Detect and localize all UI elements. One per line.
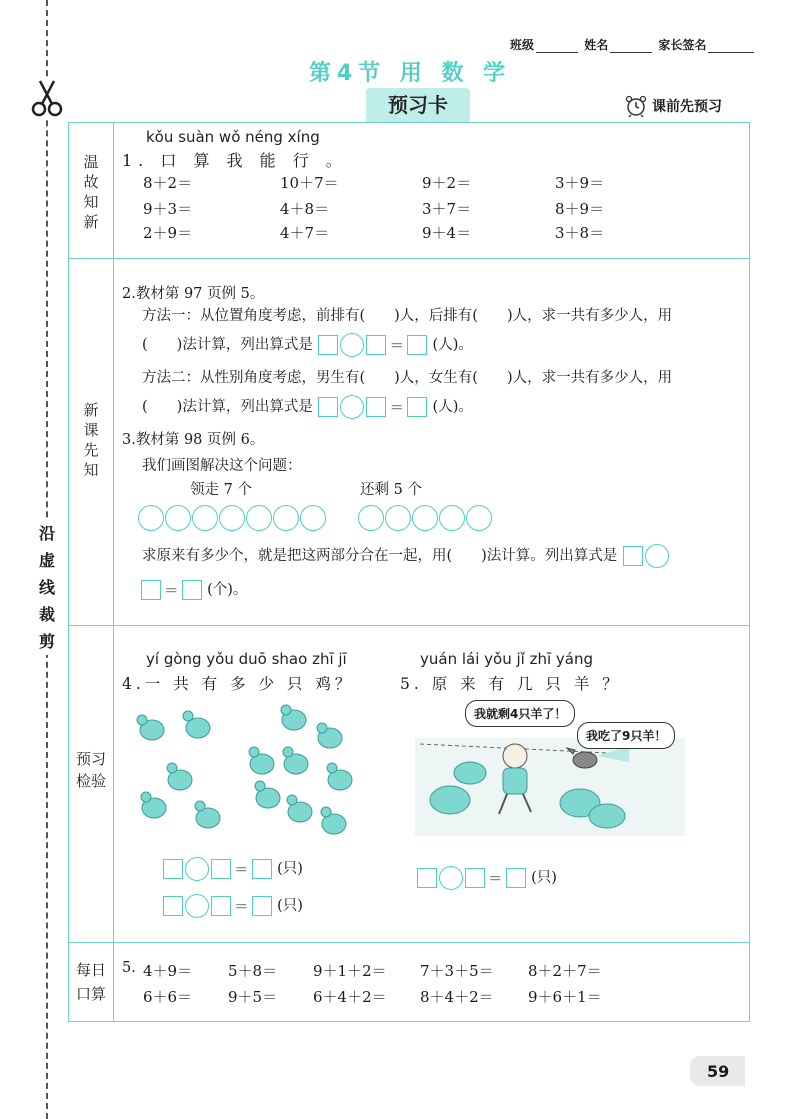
method2-line1: 方法二：从性别角度考虑，男生有( )人，女生有( )人，求一共有多少人，用 <box>142 370 673 386</box>
method2-prefix: ( )法计算，列出算式是 <box>142 399 313 415</box>
q3-title: 3.教材第 98 页例 6。 <box>122 432 265 448</box>
q3-line-continued: ＝ (个)。 <box>140 578 247 601</box>
count-circle <box>192 505 218 531</box>
q5-title: 5. 原 来 有 几 只 羊 ？ <box>400 675 622 693</box>
section-label-line: 每日 <box>75 961 106 979</box>
chicken-icon <box>141 792 166 818</box>
method1-line1: 方法一：从位置角度考虑，前排有( )人，后排有( )人，求一共有多少人，用 <box>142 308 673 324</box>
calc-item: 8＋9＝ <box>555 200 605 218</box>
calc-item: 9＋4＝ <box>422 224 472 242</box>
section-label-text: 温故知新 <box>83 153 99 231</box>
chicken-icon <box>281 705 306 730</box>
answer-box[interactable] <box>318 397 338 417</box>
section-label-daily <box>70 958 112 1006</box>
page-number: 59 <box>707 1062 730 1081</box>
sheep-icon <box>454 762 486 784</box>
calc-item: 6＋6＝ <box>143 988 193 1006</box>
q5-unit: (只) <box>531 870 557 886</box>
chicken-icon <box>287 795 312 822</box>
answer-box[interactable] <box>141 580 161 600</box>
count-circle <box>358 505 384 531</box>
operator-circle[interactable] <box>340 333 364 357</box>
q3-intro: 我们画图解决这个问题： <box>142 458 302 474</box>
q1-pinyin: kǒu suàn wǒ néng xíng <box>146 128 320 146</box>
label-column-divider <box>113 122 114 1022</box>
calc-item: 9＋3＝ <box>143 200 193 218</box>
calc-item: 3＋9＝ <box>555 174 605 192</box>
method1-unit: (人)。 <box>432 337 473 353</box>
left-label: 还剩 5 个 <box>360 482 422 498</box>
operator-circle[interactable] <box>185 857 209 881</box>
chicken-icon <box>183 711 210 738</box>
calc-item: 8＋2＝ <box>143 174 193 192</box>
card-title: 预习卡 <box>366 88 470 122</box>
row-divider <box>68 258 750 259</box>
q4-equation-1: ＝ (只) <box>162 857 303 881</box>
answer-box[interactable] <box>211 859 231 879</box>
parent-signature-label: 家长签名 <box>658 38 707 52</box>
operator-circle[interactable] <box>185 894 209 918</box>
section-label-new <box>70 400 112 480</box>
sheep-icon <box>589 804 625 828</box>
answer-box[interactable] <box>407 335 427 355</box>
answer-box[interactable] <box>163 896 183 916</box>
answer-box[interactable] <box>417 868 437 888</box>
calc-item: 4＋8＝ <box>280 200 330 218</box>
chicken-icon <box>167 763 192 790</box>
answer-box[interactable] <box>623 546 643 566</box>
count-circle <box>165 505 191 531</box>
left-circle-group <box>358 505 492 531</box>
calc-item: 9＋5＝ <box>228 988 278 1006</box>
row-divider <box>68 942 750 943</box>
chicken-icon <box>255 781 280 808</box>
answer-box[interactable] <box>465 868 485 888</box>
answer-box[interactable] <box>506 868 526 888</box>
class-label: 班级 <box>510 38 535 52</box>
calc-item: 4＋7＝ <box>280 224 330 242</box>
row-divider <box>68 625 750 626</box>
section-label-review <box>70 152 112 232</box>
answer-box[interactable] <box>407 397 427 417</box>
count-circle <box>439 505 465 531</box>
chicken-icon <box>195 801 220 828</box>
operator-circle[interactable] <box>340 395 364 419</box>
taken-label: 领走 7 个 <box>190 482 252 498</box>
answer-box[interactable] <box>182 580 202 600</box>
answer-box[interactable] <box>366 335 386 355</box>
calc-item: 2＋9＝ <box>143 224 193 242</box>
count-circle <box>138 505 164 531</box>
calc-item: 3＋7＝ <box>422 200 472 218</box>
chicken-icon <box>137 715 164 740</box>
method2-line2: ( )法计算，列出算式是 ＝ (人)。 <box>142 395 473 419</box>
q3-unit: (个)。 <box>207 582 248 598</box>
calc-item: 9＋1＋2＝ <box>313 962 387 980</box>
count-circle <box>466 505 492 531</box>
q5-pinyin: yuán lái yǒu jǐ zhī yáng <box>420 650 593 668</box>
calc-item: 7＋3＋5＝ <box>420 962 494 980</box>
count-circle <box>273 505 299 531</box>
q4-unit: (只) <box>277 861 303 877</box>
answer-box[interactable] <box>163 859 183 879</box>
parent-signature-blank[interactable] <box>708 40 754 53</box>
answer-box[interactable] <box>252 896 272 916</box>
chicken-icon <box>283 747 308 774</box>
cut-instruction: 沿虚线裁剪 <box>37 520 57 655</box>
q2-title: 2.教材第 97 页例 5。 <box>122 286 265 302</box>
scissors-icon <box>30 78 64 118</box>
calc-item: 4＋9＝ <box>143 962 193 980</box>
calc-item: 9＋2＝ <box>422 174 472 192</box>
preview-badge <box>624 92 722 120</box>
calc-item: 6＋4＋2＝ <box>313 988 387 1006</box>
chicken-icon <box>317 723 342 748</box>
count-circle <box>385 505 411 531</box>
q1-title: 1. 口 算 我 能 行 。 <box>122 151 348 170</box>
calc-item: 5＋8＝ <box>228 962 278 980</box>
taken-circle-group <box>138 505 326 531</box>
class-blank[interactable] <box>536 40 578 53</box>
answer-box[interactable] <box>252 859 272 879</box>
calc-item: 8＋2＋7＝ <box>528 962 602 980</box>
method2-unit: (人)。 <box>432 399 473 415</box>
q4-title: 4.一 共 有 多 少 只 鸡？ <box>122 675 355 693</box>
header-fields <box>510 36 756 53</box>
q4-unit: (只) <box>277 898 303 914</box>
chicken-icon <box>327 763 352 790</box>
calc-item: 8＋4＋2＝ <box>420 988 494 1006</box>
card-frame <box>68 122 750 1022</box>
speech-bubble-boy <box>465 700 575 727</box>
bubble-text: 我就剩4只羊了！ <box>474 707 567 721</box>
chicken-icon <box>321 807 346 834</box>
method1-prefix: ( )法计算，列出算式是 <box>142 337 313 353</box>
calc-item: 3＋8＝ <box>555 224 605 242</box>
section-label-text: 新课先知 <box>83 401 99 479</box>
method1-line2: ( )法计算，列出算式是 ＝ (人)。 <box>142 333 473 357</box>
count-circle <box>412 505 438 531</box>
section-title: 第4节 用 数 学 <box>308 61 512 86</box>
q5-daily-prefix: 5. <box>122 960 136 976</box>
q5-equation: ＝ (只) <box>416 866 557 890</box>
count-circle <box>219 505 245 531</box>
section-label-check <box>70 748 112 792</box>
sheep-icon <box>430 786 470 814</box>
section-label-line: 口算 <box>75 985 106 1003</box>
speech-bubble-wolf <box>577 722 675 749</box>
bubble-text: 我吃了9只羊！ <box>586 729 667 743</box>
sheep-scene-illustration <box>415 698 685 836</box>
q3-line-text: 求原来有多少个，就是把这两部分合在一起，用( )法计算。列出算式是 <box>142 548 618 564</box>
count-circle <box>246 505 272 531</box>
q3-line <box>142 544 670 568</box>
calc-item: 9＋6＋1＝ <box>528 988 602 1006</box>
q4-pinyin: yí gòng yǒu duō shao zhī jī <box>146 650 347 668</box>
calc-item: 10＋7＝ <box>280 174 339 192</box>
q4-equation-2: ＝ (只) <box>162 894 303 918</box>
name-label: 姓名 <box>584 38 609 52</box>
preview-badge-label: 课前先预习 <box>652 99 722 115</box>
alarm-clock-icon <box>624 94 648 118</box>
answer-box[interactable] <box>318 335 338 355</box>
answer-box[interactable] <box>366 397 386 417</box>
name-blank[interactable] <box>610 40 652 53</box>
operator-circle[interactable] <box>439 866 463 890</box>
chickens-illustration <box>130 702 370 842</box>
chicken-icon <box>249 747 274 774</box>
count-circle <box>300 505 326 531</box>
operator-circle[interactable] <box>645 544 669 568</box>
answer-box[interactable] <box>211 896 231 916</box>
section-label-text: 预习检验 <box>75 750 106 790</box>
